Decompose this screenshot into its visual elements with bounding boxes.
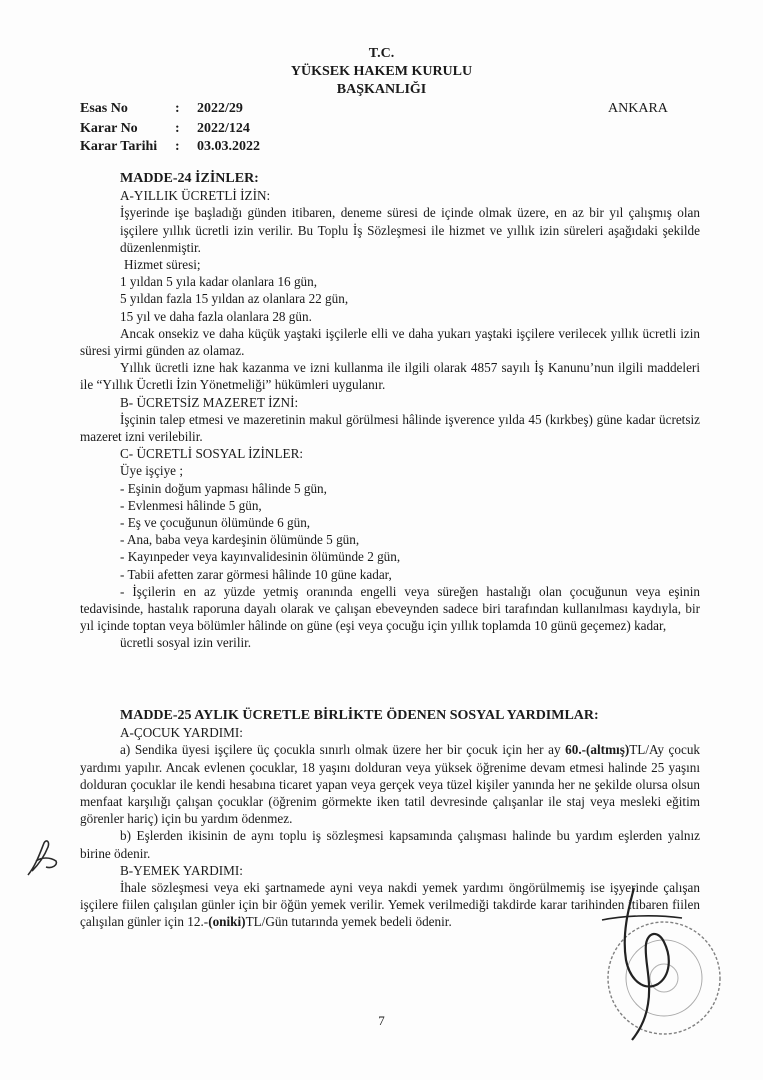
- header-institution: YÜKSEK HAKEM KURULU: [290, 64, 473, 79]
- annual-leave-title: A-YILLIK ÜCRETLİ İZİN:: [120, 188, 271, 204]
- annual-leave-p1: İşyerinde işe başladığı günden itibaren, deneme süresi de içinde olmak üzere, en az bir yıl çalışmış olan işçilere yıllık ücretli izin verilir. Bu Toplu İş Sözleşmesi ile hizmet ve yıllık izin süreleri aşağıdaki şekilde düzenlenmiştir.: [120, 205, 700, 255]
- esas-no-value: 2022/29: [197, 101, 243, 116]
- header-tc: T.C.: [368, 46, 395, 61]
- social-leave-item: - Ana, baba veya kardeşinin ölümünde 5 gün,: [120, 532, 360, 548]
- social-leave-long-item: - İşçilerin en az yüzde yetmiş oranında engelli veya süreğen hastalığı olan çocuğunun veya eşinin tedavisinde, hastalık raporuna dayalı olarak ve çalışan ebeveynden sadece biri tarafından kullanılması kaydıyla, bir yıl içinde toptan veya bölümler hâlinde on güne (eşi veya çocuğu için yıllık toplamda 10 günü geçemez) kadar,: [80, 583, 700, 634]
- karar-no-value: 2022/124: [197, 121, 250, 136]
- esas-no-label: Esas No: [80, 101, 128, 116]
- karar-no-sep: :: [175, 121, 180, 136]
- karar-tarihi-sep: :: [175, 139, 180, 154]
- meal-allowance-p1: İhale sözleşmesi veya eki şartnamede ayni veya nakdi yemek yardımı öngörülmemiş ise işyerinde çalışan işçilere fiilen çalışılan günler için bir öğün yemek verilir. Yemek verilmediği takdirde karar tarihinden itibaren fiilen çalışılan günler için 12.-(oniki)TL/Gün tutarında yemek bedeli ödenir.: [80, 880, 700, 930]
- social-leave-item: - Tabii afetten zarar görmesi hâlinde 10 güne kadar,: [120, 566, 392, 582]
- article-25-heading: MADDE-25 AYLIK ÜCRETLE BİRLİKTE ÖDENEN SOSYAL YARDIMLAR:: [120, 708, 599, 723]
- karar-tarihi-label: Karar Tarihi: [80, 139, 158, 154]
- duration-item: 15 yıl ve daha fazla olanlara 28 gün.: [120, 308, 312, 324]
- article-24: [80, 170, 700, 652]
- social-leave-item: - Eş ve çocuğunun ölümünde 6 gün,: [120, 515, 311, 531]
- duration-item: 5 yıldan fazla 15 yıldan az olanlara 22 gün,: [120, 291, 349, 307]
- annual-leave-p2: Ancak onsekiz ve daha küçük yaştaki işçilerle elli ve daha yukarı yaştaki işçilere verilecek yıllık ücretli izin süresi yirmi günden az olamaz.: [80, 325, 700, 359]
- service-period-label: Hizmet süresi;: [124, 257, 201, 273]
- social-leave-item: - Kayınpeder veya kayınvalidesinin ölümünde 2 gün,: [120, 549, 401, 565]
- header-city: ANKARA: [608, 101, 668, 116]
- unpaid-leave-title: B- ÜCRETSİZ MAZERET İZNİ:: [120, 394, 299, 410]
- social-leave-end: ücretli sosyal izin verilir.: [120, 635, 252, 651]
- social-leave-item: - Eşinin doğum yapması hâlinde 5 gün,: [120, 480, 327, 496]
- handwritten-initial-mark: [18, 835, 66, 883]
- meal-allowance-title: B-YEMEK YARDIMI:: [120, 862, 243, 878]
- child-allowance-p1: a) Sendika üyesi işçilere üç çocukla sınırlı olmak üzere her bir çocuk için her ay 60.-(altmış)TL/Ay çocuk yardımı yapılır. Ancak evlenen çocuklar, 18 yaşını dolduran veya yüksek öğrenime devam etmesi halinde 25 yaşını dolduran çocuklar ile kendi hesabına ticaret yapan veya gerçek veya tüzel kişiler yanında her ne şekilde olursa olsun menfaat karşılığı çalışan çocuklar (öğrenim görmekte iken tatil devresinde çalışanlar ile staj veya mesleki eğitim görenler hariç) için bu yardım ödenmez.: [80, 742, 701, 827]
- child-allowance-p2: b) Eşlerden ikisinin de aynı toplu iş sözleşmesi kapsamında çalışması halinde bu yardım eşlerden yalnız birine ödenir.: [80, 828, 700, 861]
- article-24-heading: MADDE-24 İZİNLER:: [120, 171, 259, 186]
- social-leave-title: C- ÜCRETLİ SOSYAL İZİNLER:: [120, 446, 304, 462]
- social-leave-item: - Evlenmesi hâlinde 5 gün,: [120, 497, 262, 513]
- unpaid-leave-p1: İşçinin talep etmesi ve mazeretinin makul görülmesi hâlinde işverence yılda 45 (kırkbeş) güne kadar ücretsiz mazeret izni verilebilir.: [80, 411, 700, 445]
- social-leave-intro: Üye işçiye ;: [120, 463, 183, 479]
- child-allowance-title: A-ÇOCUK YARDIMI:: [120, 725, 243, 741]
- annual-leave-p3: Yıllık ücretli izne hak kazanma ve izni kullanma ile ilgili olarak 4857 sayılı İş Kanunu’nun ilgili maddeleri ile “Yıllık Ücretli İzin Yönetmeliği” hükümleri uygulanır.: [80, 360, 700, 393]
- karar-tarihi-value: 03.03.2022: [197, 139, 260, 154]
- page-number: 7: [378, 1013, 385, 1028]
- official-stamp-signature: [582, 880, 732, 1050]
- header-presidency: BAŞKANLIĞI: [336, 82, 427, 97]
- duration-item: 1 yıldan 5 yıla kadar olanlara 16 gün,: [120, 274, 318, 290]
- karar-no-label: Karar No: [80, 121, 138, 136]
- esas-no-sep: :: [175, 101, 180, 116]
